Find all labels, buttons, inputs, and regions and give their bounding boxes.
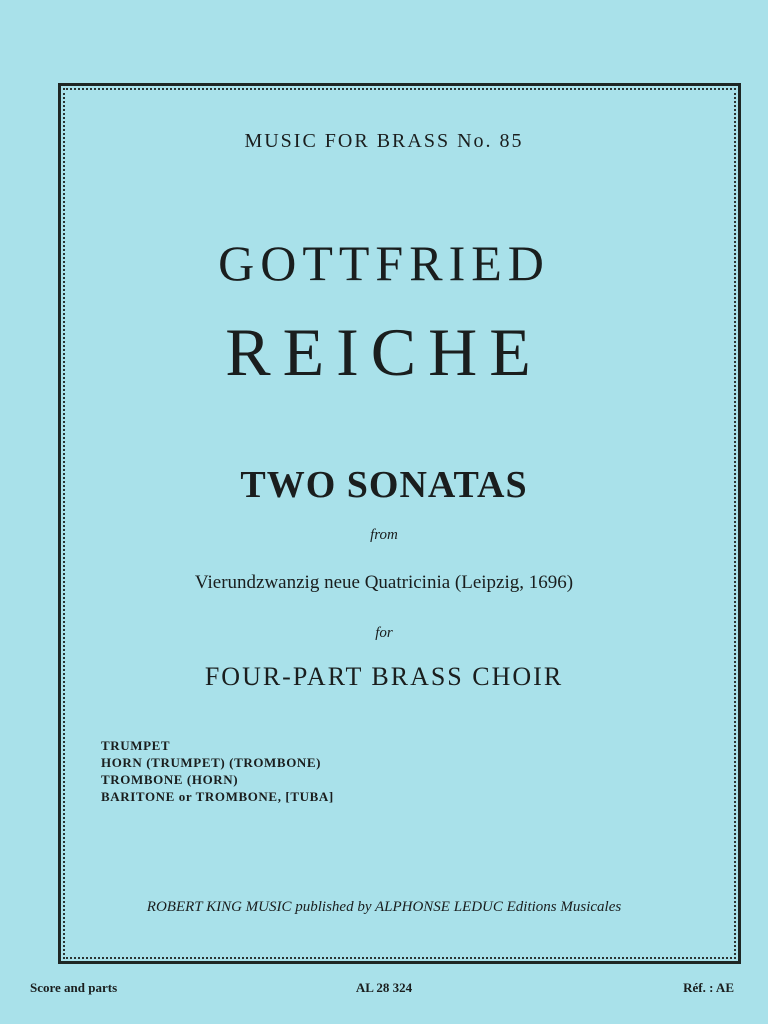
instrument-part: TROMBONE (HORN) — [101, 772, 239, 787]
for-label: for — [375, 625, 393, 641]
instrument-part: TRUMPET — [101, 738, 171, 753]
composer-first-name: GOTTFRIED — [218, 235, 550, 291]
from-label: from — [370, 527, 398, 543]
instrument-part: BARITONE or TROMBONE, [TUBA] — [101, 789, 334, 804]
series-title: MUSIC FOR BRASS No. 85 — [244, 130, 524, 152]
ensemble-title: FOUR-PART BRASS CHOIR — [204, 662, 564, 691]
instrument-part: HORN (TRUMPET) (TROMBONE) — [101, 755, 322, 770]
instrument-parts-list — [101, 737, 334, 805]
reference-code: Réf. : AE — [683, 980, 734, 995]
catalog-number: AL 28 324 — [355, 980, 413, 995]
publisher-line: ROBERT KING MUSIC published by ALPHONSE LEDUC Editions Musicales — [146, 899, 622, 915]
source-collection: Vierundzwanzig neue Quatricinia (Leipzig, 1696) — [194, 572, 574, 593]
format-label: Score and parts — [30, 980, 118, 995]
work-title: TWO SONATAS — [240, 464, 528, 506]
inner-dotted-border — [63, 88, 736, 959]
composer-last-name: REICHE — [225, 314, 543, 390]
